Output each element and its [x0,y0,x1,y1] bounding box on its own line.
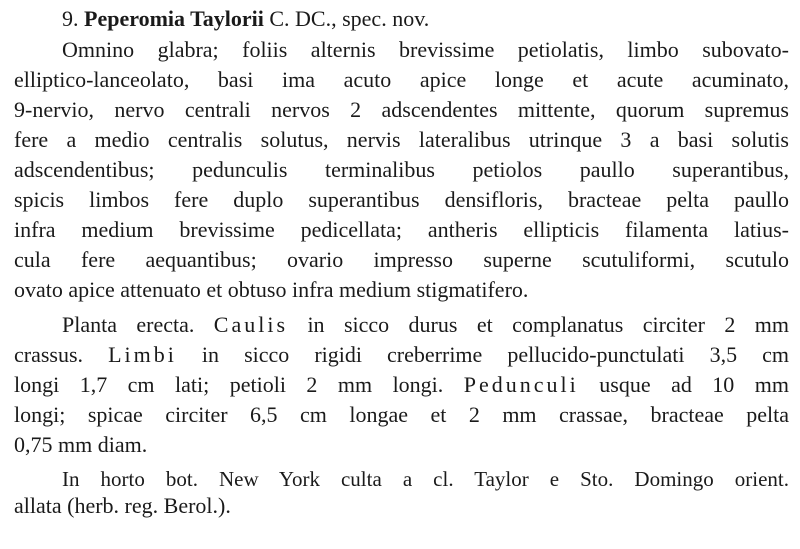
species-number: 9. [62,6,79,31]
planta-text: usque ad 10 mm [599,372,790,397]
description-line: fere a medio centralis solutus, nervis lateralibus utrinque 3 a basi solutis [14,127,789,152]
planta-text: in sicco durus et complanatus circiter 2 mm [307,312,790,337]
planta-line: longi; spicae circiter 6,5 cm longae et 2 mm crassae, bracteae pelta [14,402,789,427]
planta-text: Planta erecta. [62,312,195,337]
planta-line [62,310,789,340]
planta-line [14,370,789,400]
description-line: ovato apice attenuato et obtuso infra medium stigmatifero. [14,277,529,302]
planta-text: crassus. [14,342,84,367]
description-line: spicis limbos fere duplo superantibus densifloris, bracteae pelta paullo [14,187,789,212]
planta-line [14,340,789,370]
planta-line: 0,75 mm diam. [14,432,148,457]
species-name: Peperomia Taylorii [84,6,264,31]
species-heading-rest: C. DC., spec. nov. [269,6,430,31]
description-line: Omnino glabra; foliis alternis brevissime petiolatis, limbo subovato- [62,37,789,62]
locality-line: In horto bot. New York culta a cl. Taylor e Sto. Domingo orient. [62,467,789,491]
planta-text: longi 1,7 cm lati; petioli 2 mm longi. [14,372,444,397]
description-line: cula fere aequantibus; ovario impresso superne scutuliformi, scutulo [14,247,789,272]
species-heading [62,4,662,34]
locality-line: allata (herb. reg. Berol.). [14,493,231,518]
planta-spaced-word: Caulis [213,312,289,337]
description-line: elliptico-lanceolato, basi ima acuto apice longe et acute acuminato, [14,67,789,92]
planta-text: in sicco rigidi creberrime pellucido-punctulati 3,5 cm [201,342,789,367]
planta-spaced-word: Limbi [108,342,177,367]
description-line: 9-nervio, nervo centrali nervos 2 adscendentes mittente, quorum supremus [14,97,789,122]
description-line: adscendentibus; pedunculis terminalibus petiolos paullo superantibus, [14,157,789,182]
description-line: infra medium brevissime pedicellata; antheris ellipticis filamenta latius- [14,217,789,242]
planta-spaced-word: Pedunculi [463,372,579,397]
